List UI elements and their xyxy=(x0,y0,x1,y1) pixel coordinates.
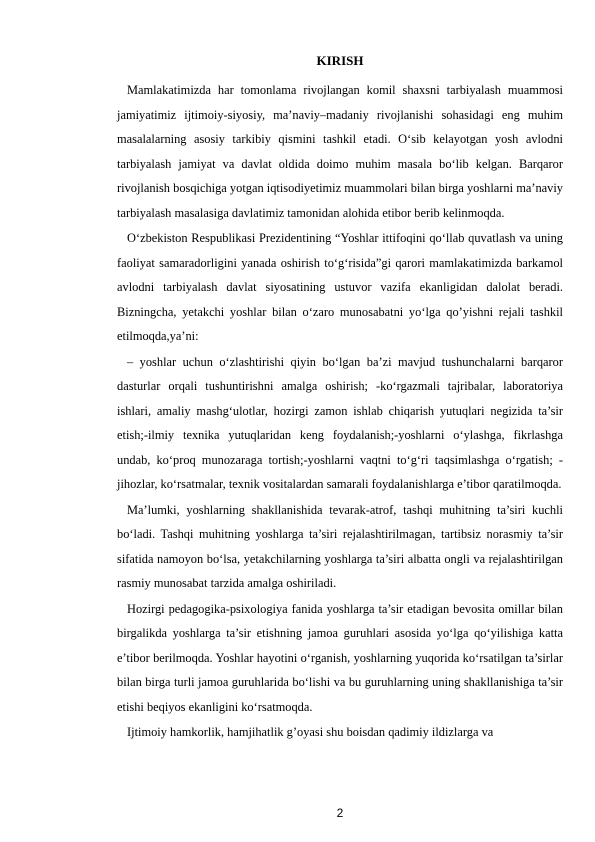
paragraph-measures-list: ‒ yoshlar uchun o‘zlashtirishi qiyin bo‘lgan ba’zi mavjud tushunchalarni barqaror dasturlar orqali tushuntirishni amalga oshirish; -ko‘rgazmali tajribalar, laboratoriya ishlari, amaliy mashg‘ulotlar, hozirgi zamon ishlab chiqarish yutuqlari negizida ta’sir etish;-ilmiy texnika yutuqlaridan keng foydalanish;-yoshlarni o‘ylashga, fikrlashga undab, ko‘proq munozaraga tortish;-yoshlarni vaqtni to‘g‘ri taqsimlashga o‘rgatish; -jihozlar, ko‘rsatmalar, texnik vositalardan samarali foydalanishlarga e’tibor qaratilmoqda. xyxy=(117,354,563,491)
paragraph-pedagogy-psychology: Hozirgi pedagogika-psixologiya fanida yoshlarga ta’sir etadigan bevosita omillar bilan birgalikda yoshlarga ta’sir etishning jamoa guruhlari asosida yo‘lga qo‘yilishiga katta e’tibor berilmoqda. Yoshlar hayotini o‘rganish, yoshlarning yuqorida ko‘rsatilgan ta’sirlar bilan birga turli jamoa guruhlarida bo‘lishi va bu guruhlarning uning shakllanishiga ta’sir etishi beqiyos ekanligini ko‘rsatmoqda. xyxy=(117,601,563,714)
paragraph-social-cooperation: Ijtimoiy hamkorlik, hamjihatlik g’oyasi shu boisdan qadimiy ildizlarga va xyxy=(127,725,494,739)
paragraph-intro: Mamlakatimizda har tomonlama rivojlangan komil shaxsni tarbiyalash muammosi jamiyatimiz ijtimoiy-siyosiy, ma’naviy–madaniy rivojlanishi sohasidagi eng muhim masalalarning asosiy tarkibiy qismini tashkil etadi. O‘sib kelayotgan yosh avlodni tarbiyalash jamiyat va davlat oldida doimo muhim masala bo‘lib kelgan. Barqaror rivojlanish bosqichiga yotgan iqtisodiyetimiz muammolari bilan birga yoshlarni ma’naviy tarbiyalash masalasiga davlatimiz tamonidan alohida etibor berib kelinmoqda. xyxy=(117,83,563,220)
paragraph-external-environment: Ma’lumki, yoshlarning shakllanishida tevarak-atrof, tashqi muhitning ta’siri kuchli bo‘ladi. Tashqi muhitning yoshlarga ta’siri rejalashtirilmagan, tartibsiz norasmiy ta’sir sifatida namoyon bo‘lsa, yetakchilarning yoshlarga ta’siri albatta ongli va rejalashtirilgan rasmiy munosabat tarzida amalga oshiriladi. xyxy=(117,502,563,590)
page-heading: KIRISH xyxy=(316,53,364,68)
body-text xyxy=(0,78,595,746)
page-number: 2 xyxy=(336,806,344,820)
paragraph-presidential-decree: O‘zbekiston Respublikasi Prezidentining “Yoshlar ittifoqini qo‘llab quvatlash va uning faoliyat samaradorligini yanada oshirish to‘g‘risida”gi qarori mamlakatimizda barkamol avlodni tarbiyalash davlat siyosatining ustuvor vazifa ekanligidan dalolat beradi. Bizningcha, yetakchi yoshlar bilan o‘zaro munosabatni yo‘lga qo’yishni rejali tashkil etilmoqda,ya’ni: xyxy=(117,231,563,343)
